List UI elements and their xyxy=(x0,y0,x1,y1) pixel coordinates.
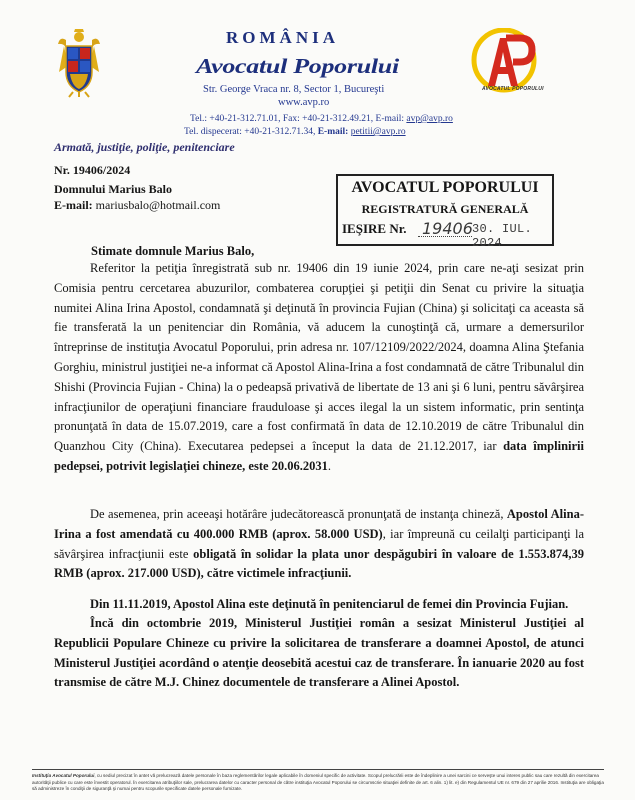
phone-label: Tel.: +40-21-312.71.01, Fax: +40-21-312.49.21, E-mail: xyxy=(190,114,407,124)
paragraph-1-text: Referitor la petiţia înregistrată sub nr. 19406 din 19 iunie 2024, prin care ne-aţi sesizat prin Comisia pentru cercetarea abuzurilor, combaterea corupţiei şi petiţii din Senat cu privire la situaţia numitei Alina Irina Apostol, condamnată şi deţinută în provincia Fujian (China) şi solicitaţi ca aceasta să fie transferată la un penitenciar din România, vă aducem la cunoştinţă că, urmare a demersurilor întreprinse de instituţia Avocatul Poporului, prin adresa nr. 107/12109/2022/2024, doamna Alina Ştefania Gorghiu, ministrul justiţiei ne-a informat că Apostol Alina-Irina a fost condamnată de către Tribunalul din Shishi (Provincia Fujian - China) la o pedeapsă privativă de libertate de 13 ani şi 6 luni, pentru săvârşirea infracţiunilor de operaţiuni financiare frauduloase şi acces ilegal la un sistem informatic, prin sentinţa pronunţată în data de 15.07.2019, care a fost confirmată în data de 12.10.2019 de către Tribunalul din Quanzhou City (China). Executarea pedepsei a început la data de 21.12.2017, iar xyxy=(54,261,584,454)
paragraph-1 xyxy=(54,259,584,477)
logo-caption: AVOCATUL POPORULUI xyxy=(482,86,544,92)
institution-address: Str. George Vraca nr. 8, Sector 1, Bucureşti xyxy=(203,84,385,95)
section-title: Armată, justiţie, poliţie, penitenciare xyxy=(54,140,235,154)
stamp-exit-label: IEŞIRE Nr. xyxy=(342,221,407,236)
stamp-date: 30. IUL. 2024 xyxy=(472,222,533,250)
phone-line xyxy=(190,114,453,124)
dispatch-label: Tel. dispecerat: +40-21-312.71.34, xyxy=(184,127,318,137)
petitions-email-link[interactable]: petitii@avp.ro xyxy=(350,127,406,137)
recipient-email-line xyxy=(54,198,220,213)
recipient-name: Domnului Marius Balo xyxy=(54,182,173,196)
recipient-email-label: E-mail: xyxy=(54,198,93,212)
paragraph-1-bold: data împlinirii pedepsei, potrivit legislaţiei chineze, este 20.06.2031 xyxy=(54,439,584,473)
stamp-registry: REGISTRATURĂ GENERALĂ xyxy=(361,202,529,216)
greeting: Stimate domnule Marius Balo, xyxy=(91,244,255,258)
recipient-email[interactable]: mariusbalo@hotmail.com xyxy=(95,198,221,212)
stamp-institution: AVOCATUL POPORULUI xyxy=(351,179,539,196)
dispatch-email-label: E-mail: xyxy=(317,127,351,137)
paragraph-3 xyxy=(54,595,584,615)
paragraph-2 xyxy=(54,505,584,584)
footer-divider xyxy=(32,769,604,770)
dispatch-line xyxy=(184,127,406,137)
footer-label: Instituţia Avocatul Poporului xyxy=(32,773,95,778)
paragraph-3-text: Din 11.11.2019, Apostol Alina este deţinută în penitenciarul de femei din Provincia Fujian. xyxy=(90,597,569,611)
paragraph-4 xyxy=(54,614,584,693)
paragraph-2-part-c: , iar împreună cu ceilalţi participanţi la săvârşirea infracţiunii este xyxy=(54,526,584,561)
institution-website[interactable]: www.avp.ro xyxy=(278,97,330,108)
paragraph-2-part-b: Apostol Alina-Irina a fost amendată cu 400.000 RMB (aprox. 58.000 USD) xyxy=(54,507,584,541)
coat-of-arms-icon xyxy=(56,26,102,98)
country-name: ROMÂNIA xyxy=(226,28,339,47)
institution-name: Avocatul Poporului xyxy=(196,54,399,78)
stamp-number: 19406 xyxy=(422,219,473,238)
stamp-dotted-line xyxy=(418,236,472,237)
paragraph-4-text: Încă din octombrie 2019, Ministerul Justiţiei român a sesizat Ministerul Justiţiei al Republicii Populare Chineze cu privire la solicitarea de transferare a doamnei Apostol, de atunci Ministerul Justiţiei acordând o atenţie deosebită acestui caz de transferare. În ianuarie 2020 au fost transmise de către M.J. Chinez documentele de transferare a Alinei Apostol. xyxy=(54,616,584,690)
paragraph-1-end: . xyxy=(327,458,332,473)
contact-email-link[interactable]: avp@avp.ro xyxy=(406,114,453,124)
reference-number: Nr. 19406/2024 xyxy=(54,163,131,177)
footer-notice xyxy=(32,773,604,800)
registry-stamp xyxy=(336,174,554,250)
footer-text: , cu sediul precizat în antet vă prelucrează datele personale în baza reglementărilor legale aplicabile în domeniul specific de activitate. Scopul prelucrării este de îndeplinire a unei sarcini ce serveşte unui interes public sau care rezultă din exercitarea autorităţii publice cu care este învestit operatorul. În exercitarea atribuţiilor sale, prelucrarea datelor cu caracter personal de către instituţia Avocatul Poporului se circumscrie situaţiei definite de art. 6 alin. 1) lit. e) din Regulamentul UE nr. 679 din 27 aprilie 2016. Instituţia are obligaţia să administreze în condiţii de siguranţă şi numai pentru scopurile specificate datele personale furnizate. xyxy=(32,773,604,792)
paragraph-2-part-d: obligată în solidar la plata unor despăgubiri în valoare de 1.553.874,39 RMB (aprox. 217.000 USD), către victimele infracţiunii. xyxy=(54,546,584,581)
paragraph-2-part-a: De asemenea, prin aceeaşi hotărâre judecătorească pronunţată de instanţa chineză, xyxy=(90,507,507,521)
